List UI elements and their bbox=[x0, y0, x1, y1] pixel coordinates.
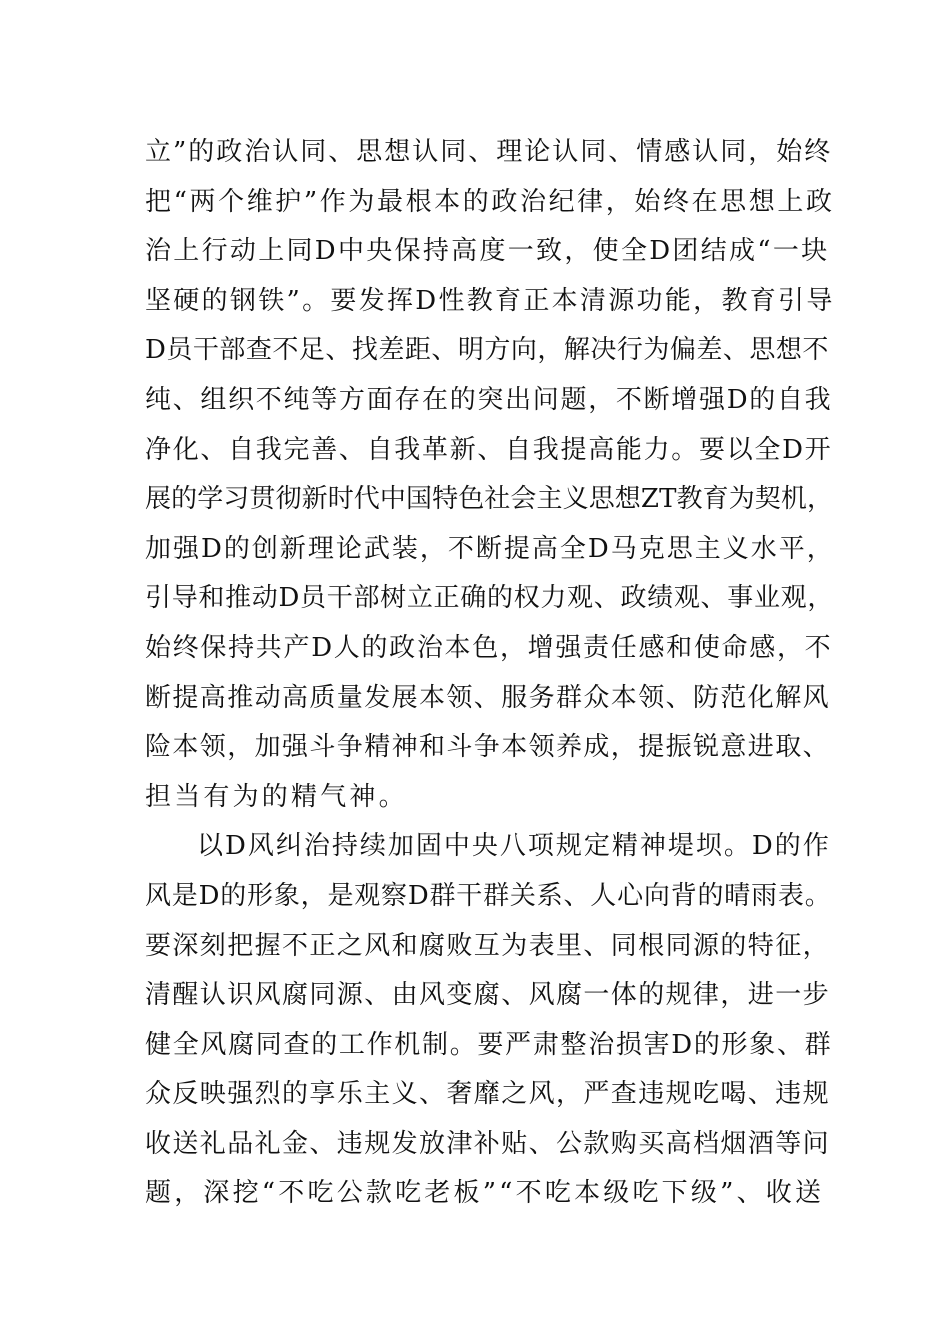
text-line: 展的学习贯彻新时代中国特色社会主义思想ZT教育为契机， bbox=[145, 484, 834, 515]
text-line: 风是D的形象，是观察D群干群关系、人心向背的晴雨表。 bbox=[145, 880, 832, 911]
document-body bbox=[145, 128, 835, 1219]
paragraph-1 bbox=[145, 128, 835, 822]
text-line: 担当有为的精气神。 bbox=[145, 781, 408, 812]
text-line: 立”的政治认同、思想认同、理论认同、情感认同，始终 bbox=[145, 137, 833, 167]
text-line: 题，深挖“不吃公款吃老板”“不吃本级吃下级”、收送 bbox=[145, 1178, 825, 1209]
text-line: D员干部查不足、找差距、明方向，解决行为偏差、思想不 bbox=[145, 335, 829, 366]
text-line: 纯、组织不纯等方面存在的突出问题，不断增强D的自我 bbox=[145, 384, 833, 415]
text-line: 始终保持共产D人的政治本色，增强责任感和使命感，不 bbox=[145, 632, 833, 663]
text-line: 健全风腐同查的工作机制。要严肃整治损害D的形象、群 bbox=[145, 1029, 833, 1060]
paragraph-2 bbox=[145, 822, 833, 1219]
text-line: 加强D的创新理论武装，不断提高全D马克思主义水平， bbox=[145, 533, 835, 564]
text-line: 断提高推动高质量发展本领、服务群众本领、防范化解风 bbox=[145, 682, 831, 713]
text-line: 清醒认识风腐同源、由风变腐、风腐一体的规律，进一步 bbox=[145, 980, 831, 1011]
text-line: 众反映强烈的享乐主义、奢靡之风，严查违规吃喝、违规 bbox=[145, 1079, 831, 1110]
text-line: 净化、自我完善、自我革新、自我提高能力。要以全D开 bbox=[145, 434, 833, 465]
text-line: 收送礼品礼金、违规发放津补贴、公款购买高档烟酒等问 bbox=[145, 1128, 831, 1159]
text-line: 以D风纠治持续加固中央八项规定精神堤坝。D的作 bbox=[197, 831, 831, 862]
text-line: 险本领，加强斗争精神和斗争本领养成，提振锐意进取、 bbox=[145, 732, 831, 763]
text-line: 引导和推动D员干部树立正确的权力观、政绩观、事业观， bbox=[145, 583, 835, 614]
text-line: 治上行动上同D中央保持高度一致，使全D团结成“一块 bbox=[145, 236, 830, 267]
text-line: 把“两个维护”作为最根本的政治纪律，始终在思想上政 bbox=[145, 186, 835, 217]
text-line: 要深刻把握不正之风和腐败互为表里、同根同源的特征， bbox=[145, 930, 831, 961]
text-line: 坚硬的钢铁”。要发挥D性教育正本清源功能，教育引导 bbox=[145, 285, 835, 316]
